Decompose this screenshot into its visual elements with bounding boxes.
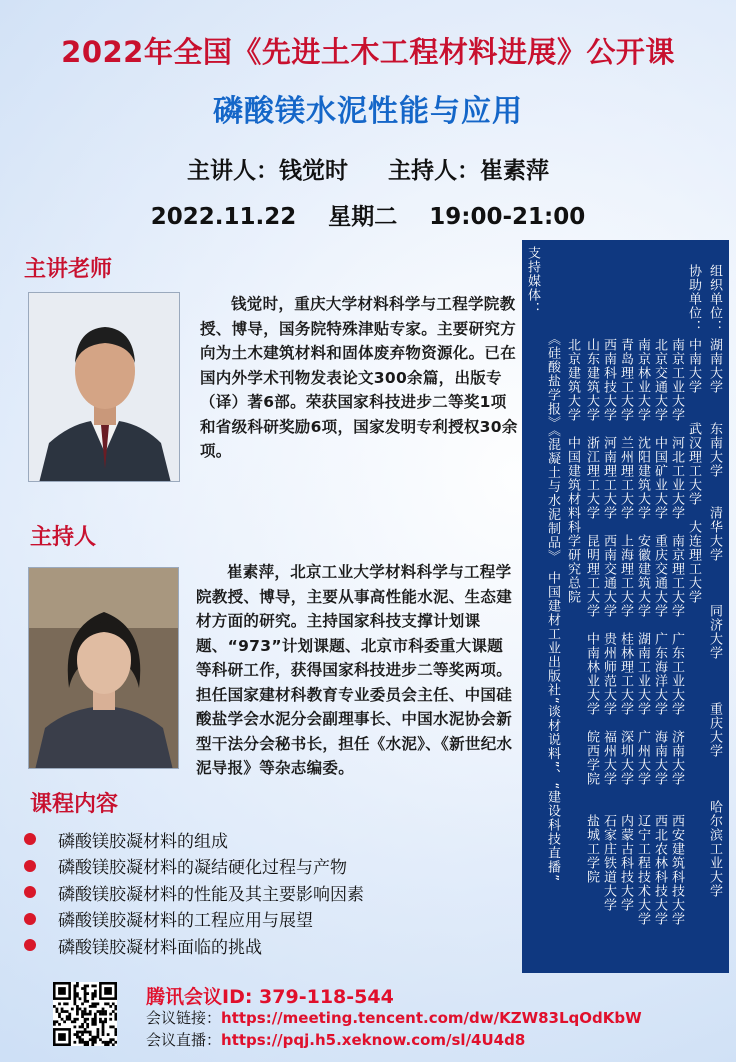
bullet-icon bbox=[24, 886, 36, 898]
live-link-label: 会议直播： bbox=[146, 1031, 222, 1049]
live-link-row bbox=[146, 1029, 525, 1050]
speaker-bio: 钱觉时，重庆大学材料科学与工程学院教授、博导，国务院特殊津贴专家。主要研究方向为土木建筑材料和固体废弃物资源化。已在国内外学术刊物发表论文300余篇，出版专（译）著6部。荣获国家科技进步二等奖1项和省级科研奖励6项，国家发明专利授权30余项。 bbox=[200, 295, 518, 460]
meeting-id: 腾讯会议ID: 379-118-544 bbox=[146, 986, 394, 1008]
speaker-section-title: 主讲老师 bbox=[24, 257, 113, 282]
bullet-icon bbox=[24, 913, 36, 925]
meeting-link[interactable]: https://meeting.tencent.com/dw/KZW83LqOdKbW bbox=[221, 1009, 642, 1027]
meeting-link-label: 会议链接： bbox=[146, 1009, 222, 1027]
assistant-list: 青岛理工大学 兰州理工大学 上海理工大学 桂林理工大学 深圳大学 内蒙古科技大学 bbox=[618, 338, 633, 912]
course-item bbox=[24, 906, 364, 933]
course-item bbox=[24, 853, 364, 880]
qr-code-icon[interactable] bbox=[53, 982, 117, 1046]
course-title: 磷酸镁水泥性能与应用 bbox=[213, 94, 523, 129]
bullet-icon bbox=[24, 833, 36, 845]
assistant-list: 北京交通大学 中国矿业大学 重庆交通大学 广东海洋大学 海南大学 西北农林科技大学 bbox=[652, 338, 667, 926]
course-item-label: 磷酸镁胶凝材料的组成 bbox=[58, 831, 228, 852]
course-item-label: 磷酸镁胶凝材料面临的挑战 bbox=[58, 937, 262, 958]
host-photo bbox=[28, 567, 179, 769]
organizers-panel bbox=[522, 240, 729, 973]
course-list bbox=[24, 826, 364, 959]
bullet-icon bbox=[24, 860, 36, 872]
assistants-label: 协助单位： bbox=[686, 264, 701, 334]
course-item-label: 磷酸镁胶凝材料的凝结硬化过程与产物 bbox=[58, 858, 347, 879]
schedule-line: 2022.11.22 星期二 19:00-21:00 bbox=[150, 204, 586, 230]
course-section-title: 课程内容 bbox=[30, 792, 119, 817]
media-list: 《硅酸盐学报》《混凝土与水泥制品》 中国建材工业出版社“谈材说料”、“建设科技直播” bbox=[545, 332, 560, 882]
assistant-list: 南京工业大学 河北工业大学 南京理工大学 广东工业大学 济南大学 西安建筑科技大学 bbox=[669, 338, 684, 926]
assistant-list: 中南大学 武汉理工大学 大连理工大学 bbox=[686, 338, 701, 604]
course-item bbox=[24, 932, 364, 959]
organizer-list: 湖南大学 东南大学 清华大学 同济大学 重庆大学 哈尔滨工业大学 bbox=[707, 338, 722, 898]
bullet-icon bbox=[24, 939, 36, 951]
assistant-list: 西南科技大学 河南理工大学 西南交通大学 贵州师范大学 福州大学 石家庄铁道大学 bbox=[601, 338, 616, 912]
speaker-photo bbox=[28, 292, 180, 482]
course-item-label: 磷酸镁胶凝材料的工程应用与展望 bbox=[58, 911, 313, 932]
event-title: 2022年全国《先进土木工程材料进展》公开课 bbox=[61, 35, 675, 69]
host-bio: 崔素萍，北京工业大学材料科学与工程学院教授、博导，主要从事高性能水泥、生态建材方面的研究。主持国家科技支撑计划课题、“973”计划课题、北京市科委重大课题等科研工作，获得国家科技进步二等奖两项。担任国家建材科教育专业委员会主任、中国硅酸盐学会水泥分会副理事长、中国水泥协会新型干法分会秘书长，担任《水泥》、《新世纪水泥导报》等杂志编委。 bbox=[196, 563, 513, 777]
speaker-host-line: 主讲人：钱觉时 主持人：崔素萍 bbox=[186, 158, 550, 184]
course-item-label: 磷酸镁胶凝材料的性能及其主要影响因素 bbox=[58, 884, 364, 905]
assistant-list: 山东建筑大学 浙江理工大学 昆明理工大学 中南林业大学 皖西学院 盐城工学院 bbox=[584, 338, 599, 884]
course-item bbox=[24, 826, 364, 853]
assistant-list: 南京林业大学 沈阳建筑大学 安徽建筑大学 湖南工业大学 广州大学 辽宁工程技术大学 bbox=[635, 338, 650, 926]
media-label: 支持媒体： bbox=[525, 246, 540, 316]
host-section-title: 主持人 bbox=[30, 525, 97, 550]
course-item bbox=[24, 879, 364, 906]
live-stream-link[interactable]: https://pqj.h5.xeknow.com/sl/4U4d8 bbox=[221, 1031, 526, 1049]
meeting-link-row bbox=[146, 1007, 642, 1028]
organizers-label: 组织单位： bbox=[707, 264, 722, 334]
assistant-list: 北京建筑大学 中国建筑材料科学研究总院 bbox=[565, 338, 580, 604]
